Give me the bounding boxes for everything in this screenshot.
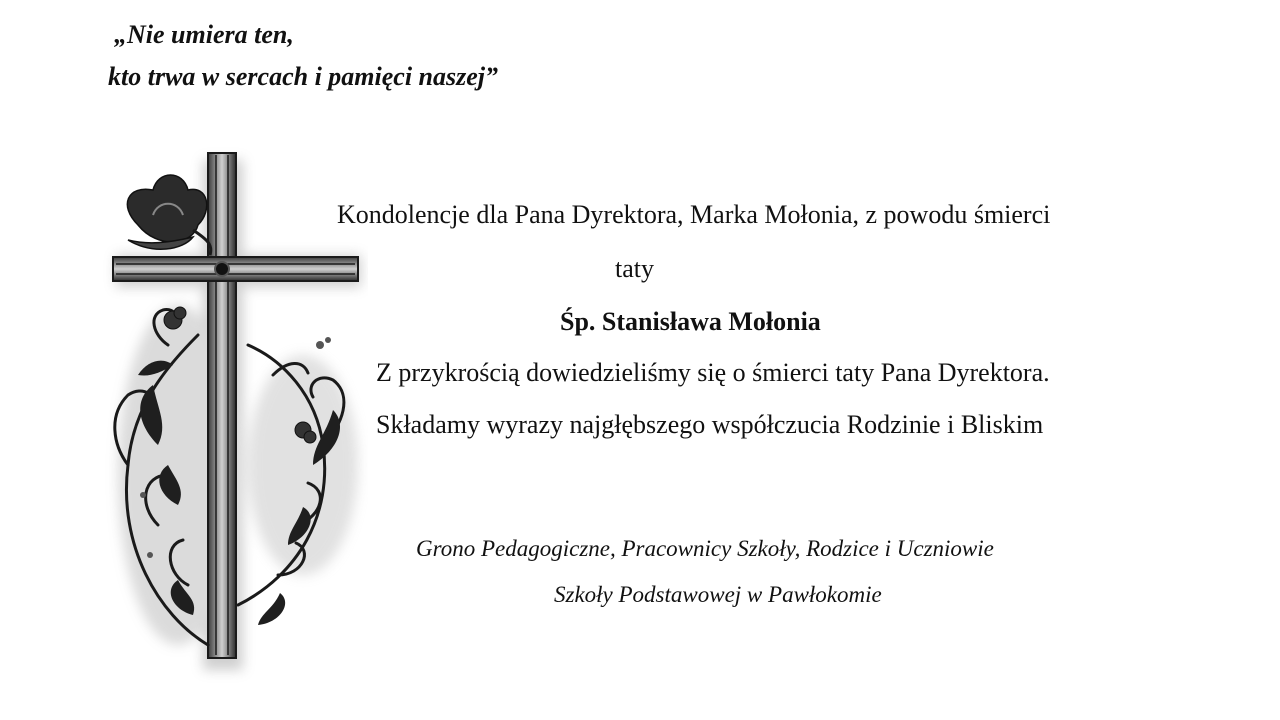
condolence-line-1: Kondolencje dla Pana Dyrektora, Marka Mołonia, z powodu śmierci (337, 200, 1051, 229)
epigraph-quote (108, 14, 498, 98)
signature-line-1: Grono Pedagogiczne, Pracownicy Szkoły, Rodzice i Uczniowie (416, 536, 994, 561)
condolence-line-4: Z przykrością dowiedzieliśmy się o śmierci taty Pana Dyrektora. (376, 358, 1050, 387)
condolence-line-5: Składamy wyrazy najgłębszego współczucia Rodzinie i Bliskim (376, 410, 1044, 439)
quote-line-1: „Nie umiera ten, (114, 20, 294, 49)
quote-line-2: kto trwa w sercach i pamięci naszej” (108, 62, 498, 91)
deceased-name: Śp. Stanisława Mołonia (560, 307, 821, 336)
cross-with-roses-icon (98, 145, 368, 690)
signature-line-2: Szkoły Podstawowej w Pawłokomie (554, 582, 882, 607)
condolence-line-2: taty (615, 254, 654, 283)
